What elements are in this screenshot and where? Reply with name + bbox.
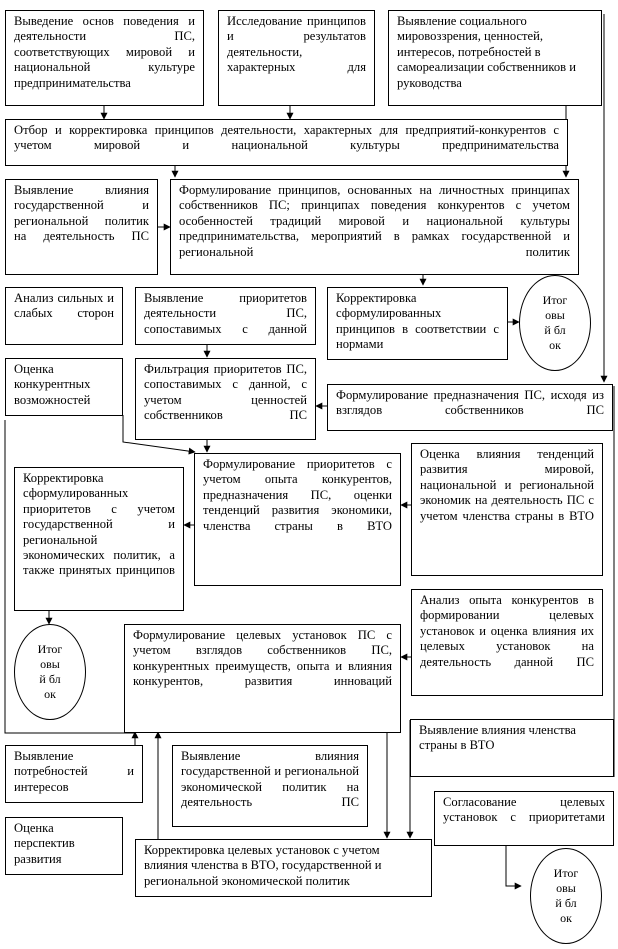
step-behavior-basics: Выведение основ поведения и деятельности ПС, соответствующих мировой и национальной культуре предпринимательства: [5, 10, 204, 106]
final-block-2: Итоговый блок: [14, 624, 86, 720]
step-correct-goals: Корректировка целевых установок с учетом влияния членства в ВТО, государственной и региональной экономической политик: [135, 839, 432, 897]
step-owners-worldview: Выявление социального мировоззрения, ценностей, интересов, потребностей в самореализации собственников и руководства: [388, 10, 602, 106]
step-competitor-goals: Анализ опыта конкурентов в формировании целевых установок и оценка влияния их целевых установок на деятельность данной ПС: [411, 589, 603, 696]
step-competitive-capabilities: Оценка конкурентных возможностей: [5, 358, 123, 416]
final-block-1: Итоговый блок: [519, 275, 591, 371]
step-correct-principles: Корректировка сформулированных принципов в соответствии с нормами: [327, 287, 508, 360]
step-formulate-priorities: Формулирование приоритетов с учетом опыта конкурентов, предназначения ПС, оценки тенденций развития экономики, членства страны в ВТО: [194, 453, 401, 586]
step-priorities: Выявление приоритетов деятельности ПС, сопоставимых с данной: [135, 287, 316, 345]
step-company-purpose: Формулирование предназначения ПС, исходя из взглядов собственников ПС: [327, 384, 613, 431]
arrow-b21-o3: [506, 846, 521, 886]
step-research-principles: Исследование принципов и результатов деятельности, характерных для: [218, 10, 375, 106]
step-correct-priorities: Корректировка сформулированных приоритетов с учетом государственной и региональной экономических политик, а также принятых принципов: [14, 467, 184, 611]
step-swot: Анализ сильных и слабых сторон: [5, 287, 123, 345]
step-align-goals: Согласование целевых установок с приоритетами: [434, 791, 614, 846]
step-select-principles: Отбор и корректировка принципов деятельности, характерных для предприятий-конкурентов с учетом мировой и национальной культуры предпринимательства: [5, 119, 568, 166]
step-development-prospects: Оценка перспектив развития: [5, 817, 123, 875]
step-needs-interests: Выявление потребностей и интересов: [5, 745, 143, 803]
step-economic-policy-influence: Выявление влияния государственной и региональной экономической политик на деятельность ПС: [172, 745, 368, 827]
step-formulate-goals: Формулирование целевых установок ПС с учетом взглядов собственников ПС, конкурентных преимуществ, опыта и влияния конкурентов, развития инноваций: [124, 624, 401, 733]
step-filter-priorities: Фильтрация приоритетов ПС, сопоставимых с данной, с учетом ценностей собственников ПС: [135, 358, 316, 440]
step-wto-influence: Выявление влияния членства страны в ВТО: [410, 719, 614, 777]
step-economic-trends: Оценка влияния тенденций развития мировой, национальной и региональной экономик на деятельность ПС с учетом членства страны в ВТО: [411, 443, 603, 576]
final-block-3: Итоговый блок: [530, 848, 602, 944]
step-formulate-principles: Формулирование принципов, основанных на личностных принципах собственников ПС; принципах поведения конкурентов с учетом особенностей традиций мировой и национальной культуры предпринимательства, мероприятий в рамках государственной и региональной политик: [170, 179, 579, 275]
step-state-policy-influence: Выявление влияния государственной и региональной политик на деятельность ПС: [5, 179, 158, 275]
